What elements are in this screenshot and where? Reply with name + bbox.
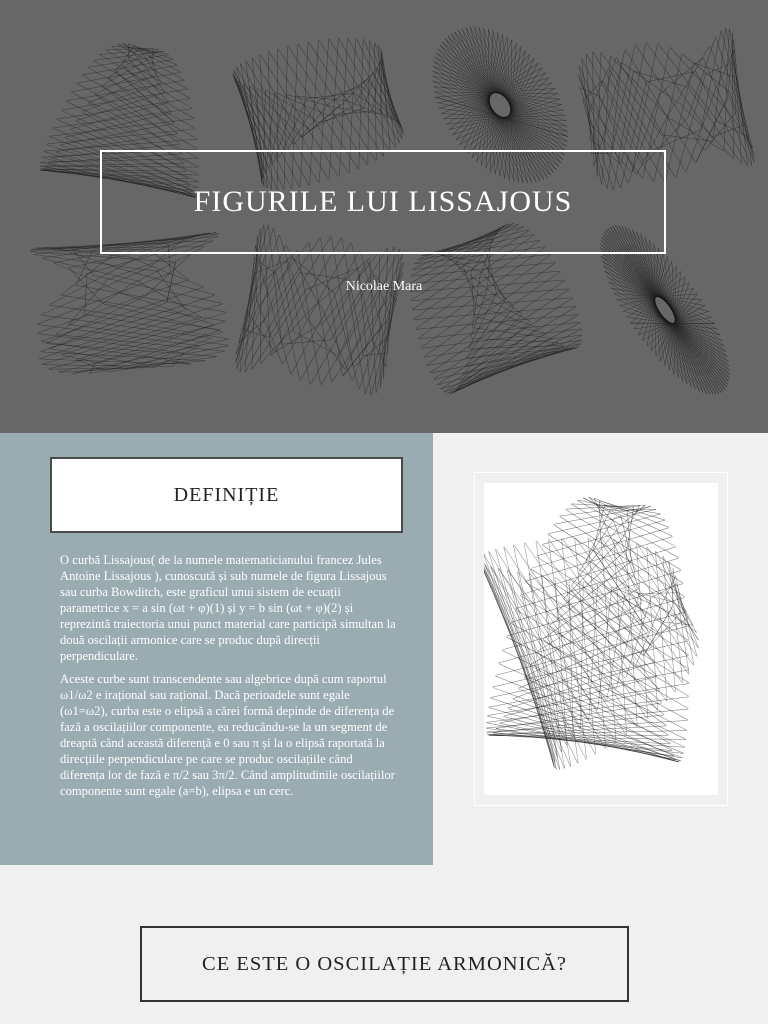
definition-body [60,552,398,806]
author-name: Nicolae Mara [345,279,423,294]
definition-heading-frame [50,457,403,533]
lissajous-curve-image [484,483,718,795]
definition-panel [0,433,433,865]
lissajous-mesh [485,487,718,762]
definition-heading: DEFINIȚIE [173,483,280,506]
title-frame [100,150,666,254]
definition-paragraph-1: O curbă Lissajous( de la numele matematicianului francez Jules Antoine Lissajous ), cunoscută și sub numele de figura Lissajous sau curba Bowditch, este graficul unui sistem de ecuații parametrice x = a sin (ωt + φ)(1) și y = b sin (ωt + φ)(2) și reprezintă traiectoria unui punct material care participă simultan la două oscilații armonice care se produc după direcții perpendiculare. [60,553,396,663]
page-title: FIGURILE LUI LISSAJOUS [193,185,573,218]
definition-paragraph-2: Aceste curbe sunt transcendente sau algebrice după cum raportul ω1/ω2 e irațional sau rațional. Dacă perioadele sunt egale (ω1=ω2), curba este o elipsă a cărei formă depinde de diferența de fază a oscilațiilor componente, ea reducându-se la un segment de dreaptă când această diferență e 0 sau π și la o elipsă raportată la direcțiile perpendiculare pe care se produc oscilațiile când diferența lor de fază e π/2 sau 3π/2. Când amplitudinile oscilațiilor componente sunt egale (a=b), elipsa e un cerc. [60,672,395,798]
lissajous-illustration [484,483,718,795]
question-heading-frame [140,926,629,1002]
cover-banner [0,0,768,433]
question-heading: CE ESTE O OSCILAȚIE ARMONICĂ? [202,952,567,975]
